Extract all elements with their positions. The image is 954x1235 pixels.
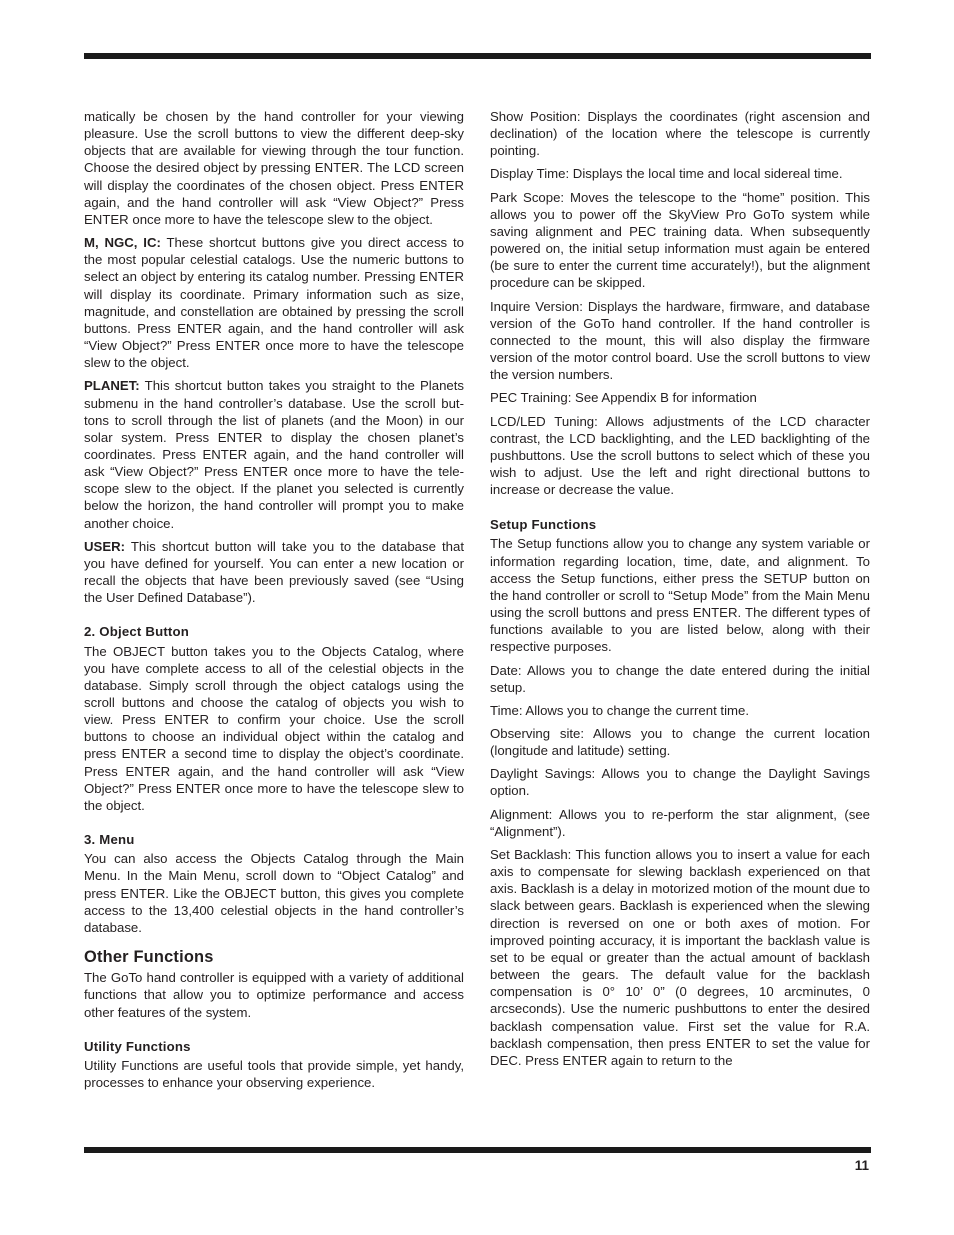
paragraph-utility-functions: Utility Functions are useful tools that provide simple, yet handy, processes to enhance your observing experience. — [84, 1057, 464, 1090]
paragraph-observing-site: Observing site: Allows you to change the current location (longitude and latitude) setting. — [490, 726, 870, 759]
lead-user: USER: — [84, 538, 126, 554]
footer-rule — [84, 1147, 871, 1153]
paragraph-inquire-version: Inquire Version: Displays the hardware, firmware, and database version of the GoTo hand controller. If the hand controller is connected to the mount, this will also display the firmware version of the motor control board. Use the scroll buttons to view the version numbers. — [490, 298, 870, 383]
heading-utility-functions: Utility Functions — [84, 1038, 191, 1054]
lead-planet: PLANET: — [84, 378, 140, 394]
heading-menu: 3. Menu — [84, 832, 135, 848]
heading-object-button: 2. Object Button — [84, 624, 190, 640]
paragraph-date: Date: Allows you to change the date entered during the initial setup. — [490, 662, 870, 695]
paragraph-park-scope: Park Scope: Moves the telescope to the “home” position. This allows you to power off the SkyView Pro GoTo system while saving alignment and PEC training data. When subsequently powered on, the initial setup information must again be entered (be sure to enter the current time accurately!), but the alignment procedure can be skipped. — [490, 189, 870, 291]
paragraph-planet — [84, 377, 464, 531]
heading-other-functions: Other Functions — [84, 948, 214, 967]
right-column — [490, 108, 870, 1075]
paragraph-alignment: Alignment: Allows you to re-perform the star alignment, (see “Alignment”). — [490, 806, 870, 839]
paragraph-other-functions: The GoTo hand controller is equipped with a variety of additional functions that allow you to optimize performance and access other features of the system. — [84, 970, 464, 1020]
body-planet: This shortcut button takes you straight to the Planets submenu in the hand controller’s database. Use the scroll buttons to scroll through the list of planets (and the Moon) in our solar system. Press ENTER to display the chosen planet’s coordinates. Press ENTER again, and the hand controller will ask “View Object?” Press ENTER once more to have the telescope slew to the object. If the planet you selected is currently below the horizon, the hand controller will prompt you to make another choice. — [84, 378, 464, 531]
paragraph-menu: You can also access the Objects Catalog through the Main Menu. In the Main Menu, scroll down to “Object Catalog” and press ENTER. Like the OBJECT button, this gives you complete access to the 13,400 celestial objects in the hand controller’s database. — [84, 851, 464, 935]
paragraph-lcd-led-tuning: LCD/LED Tuning: Allows adjustments of the LCD character contrast, the LCD backlighting, and the LED backlighting of the pushbuttons. Use the scroll buttons to select which of these you wish to adjust. Use the left and right directional buttons to increase or decrease the value. — [490, 413, 870, 498]
paragraph-tour-continued: matically be chosen by the hand controller for your viewing pleasure. Use the scroll buttons to view the different deep-sky objects that are available for viewing through the tour function. Choose the desired object by pressing ENTER. The LCD screen will display the coordinates of the chosen object. Press ENTER again, and the hand controller will ask “View Object?” Press ENTER once more to have the telescope slew to the object. — [84, 109, 464, 227]
paragraph-display-time: Display Time: Displays the local time and local sidereal time. — [490, 166, 843, 182]
paragraph-time: Time: Allows you to change the current time. — [490, 702, 749, 718]
paragraph-object-button: The OBJECT button takes you to the Objects Catalog, where you have complete access to all of the celestial objects in the database. Simply scroll through the object catalogs using the scroll buttons and choose the catalog of objects you wish to view. Press ENTER to confirm your choice. Use the scroll buttons to choose an individual object within the catalog and press ENTER a second time to display the object’s coordinate. Press ENTER again, and the hand controller will ask “View Object?” Press ENTER once more to have the telescope slew to the object. — [84, 643, 464, 813]
left-column — [84, 108, 464, 1097]
header-rule — [84, 53, 871, 59]
lead-m-ngc-ic: M, NGC, IC: — [84, 235, 161, 251]
page-number: 11 — [854, 1158, 869, 1173]
body-m-ngc-ic: These shortcut buttons give you direct access to the most popular celestial catalogs. Use the numeric buttons to select an object by entering its catalog number. Pressing ENTER will display its coordinate. Primary information such as size, magnitude, and constellation are obtained by pressing the scroll buttons. Press ENTER again, and the hand controller will ask “View Object?” Press ENTER once more to have the telescope slew to the object. — [84, 235, 464, 371]
paragraph-user — [84, 538, 464, 607]
paragraph-pec-training: PEC Training: See Appendix B for information — [490, 390, 757, 406]
paragraph-m-ngc-ic — [84, 234, 464, 371]
paragraph-set-backlash: Set Backlash: This function allows you to insert a value for each axis to compensate for slewing backlash experienced on that axis. Backlash is a delay in motorized motion of the mount due to slack between gears. Backlash is experienced when the slewing direction is reversed on one or both axes of motion. For improved pointing accuracy, it is important the backlash value is set to be equal or greater than the actual amount of backlash between the gears. The default value for the backlash compensation is 0° 10’ 0” (0 degrees, 10 arcminutes, 0 arcseconds). Use the numeric pushbuttons to enter the desired backlash compensation value. First set the value for R.A. backlash compensation, then press ENTER to set the value for DEC. Press ENTER again to return to the — [490, 846, 870, 1068]
paragraph-setup-functions: The Setup functions allow you to change any system variable or information regarding location, time, date, and alignment. To access the Setup functions, either press the SETUP button on the hand controller or scroll to “Setup Mode” from the Main Menu using the scroll buttons and press ENTER. The different types of functions available to you are listed below, along with their respective purposes. — [490, 536, 870, 655]
body-user: This shortcut button will take you to the database that you have defined for yourself. You can enter a new location or recall the objects that have been previously saved (see “Using the User Defined Database”). — [84, 538, 464, 606]
paragraph-daylight-savings: Daylight Savings: Allows you to change the Daylight Savings option. — [490, 766, 870, 799]
heading-setup-functions: Setup Functions — [490, 517, 597, 533]
paragraph-show-position: Show Position: Displays the coordinates (right ascension and declination) of the location where the telescope is currently pointing. — [490, 109, 870, 159]
